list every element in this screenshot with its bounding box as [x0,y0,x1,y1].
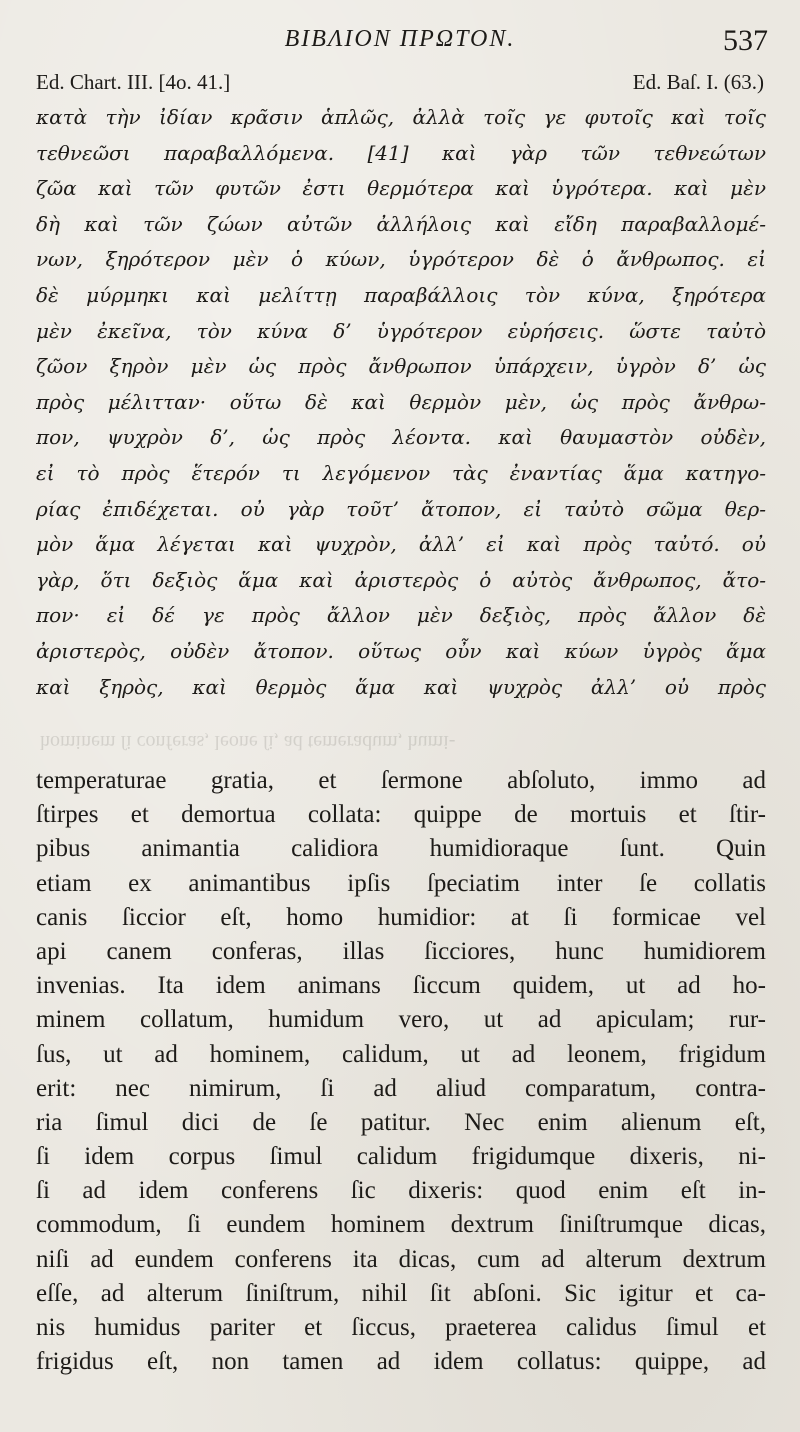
greek-text-block [36,100,766,705]
latin-text-line: ſtirpes et demortua collata: quippe de mortuis et ſtir- [36,801,766,829]
greek-text-line: νων, ξηρότερον μὲν ὁ κύων, ὑγρότερον δὲ ὁ ἄνθρωπος. εἰ [36,247,766,272]
greek-text-line: δὴ καὶ τῶν ζώων αὐτῶν ἀλλήλοις καὶ εἴδη παραβαλλομέ- [36,211,766,236]
edition-reference-right: Ed. Baſ. I. (63.) [632,70,764,94]
latin-text-line: ria ſimul dici de ſe patitur. Nec enim alienum eſt, [36,1108,766,1136]
latin-text-line: niſi ad eundem conferens ita dicas, cum ad alterum dextrum [36,1245,766,1273]
latin-text-line: erit: nec nimirum, ſi ad aliud comparatum, contra- [36,1074,766,1102]
latin-text-line: temperaturae gratia, et ſermone abſoluto, immo ad [36,767,766,794]
greek-text-line: εἰ τὸ πρὸς ἕτερόν τι λεγόμενον τὰς ἐναντίας ἅμα κατηγο- [36,460,766,485]
running-title: ΒΙΒΛΙΟΝ ΠΡΩΤΟΝ. [284,26,516,52]
greek-text-line: πον· εἰ δέ γε πρὸς ἄλλον μὲν δεξιὸς, πρὸς ἄλλον δὲ [36,603,766,628]
greek-text-line: ζῶον ξηρὸν μὲν ὡς πρὸς ἄνθρωπον ὑπάρχειν, ὑγρὸν δ’ ὡς [36,354,766,379]
edition-reference-left: Ed. Chart. III. [4o. 41.] [36,70,231,94]
latin-text-line: nis humidus pariter et ſiccus, praeterea calidus ſimul et [36,1314,766,1341]
greek-text-line: κατὰ τὴν ἰδίαν κρᾶσιν ἁπλῶς, ἀλλὰ τοῖς γε φυτοῖς καὶ τοῖς [36,105,766,129]
greek-text-line: μὲν ἐκεῖνα, τὸν κύνα δ’ ὑγρότερον εὑρήσεις. ὥστε ταὐτὸ [36,318,766,343]
latin-text-line: ſi ad idem conferens ſic dixeris: quod enim eſt in- [36,1177,766,1205]
latin-text-line: invenias. Ita idem animans ſiccum quidem, ut ad ho- [36,972,766,1000]
greek-text-line: ζῶα καὶ τῶν φυτῶν ἐστι θερμότερα καὶ ὑγρότερα. καὶ μὲν [36,176,766,201]
greek-text-line: πρὸς μέλιτταν· οὕτω δὲ καὶ θερμὸν μὲν, ὡς πρὸς ἄνθρω- [36,389,766,414]
latin-text-line: api canem conferas, illas ſicciores, hunc humidiorem [36,937,766,965]
greek-text-line: καὶ ξηρὸς, καὶ θερμὸς ἅμα καὶ ψυχρὸς ἀλλ’ οὐ πρὸς [36,674,766,699]
latin-text-line: canis ſiccior eſt, homo humidior: at ſi formicae vel [36,903,766,931]
greek-text-line: πον, ψυχρὸν δ’, ὡς πρὸς λέοντα. καὶ θαυμαστὸν οὐδὲν, [36,425,766,450]
greek-text-line: ρίας ἐπιδέχεται. οὐ γὰρ τοῦτ’ ἄτοπον, εἰ ταὐτὸ σῶμα θερ- [36,496,766,521]
latin-text-line: pibus animantia calidiora humidioraque ſunt. Quin [36,835,766,863]
latin-text-line: etiam ex animantibus ipſis ſpeciatim inter ſe collatis [36,869,766,897]
latin-text-line: ſus, ut ad hominem, calidum, ut ad leonem, frigidum [36,1040,766,1068]
latin-text-line: eſſe, ad alterum ſiniſtrum, nihil ſit abſoni. Sic igitur et ca- [36,1279,766,1307]
greek-text-line: γὰρ, ὅτι δεξιὸς ἅμα καὶ ἀριστερὸς ὁ αὐτὸς ἄνθρωπος, ἄτο- [36,567,766,592]
greek-text-line: δὲ μύρμηκι καὶ μελίττῃ παραβάλλοις τὸν κύνα, ξηρότερα [36,282,766,307]
latin-text-line: frigidus eſt, non tamen ad idem collatus: quippe, ad [36,1348,766,1376]
greek-text-line: ἀριστερὸς, οὐδὲν ἄτοπον. οὕτως οὖν καὶ κύων ὑγρὸς ἅμα [36,638,766,663]
greek-text-line: μὸν ἅμα λέγεται καὶ ψυχρὸν, ἀλλ’ εἰ καὶ πρὸς ταὐτό. οὐ [36,532,766,557]
page-number: 537 [723,24,768,57]
bleed-through-text: hominem ſi conferas, leone ſi, ad temeradum, humi- [40,731,456,753]
latin-text-block [36,764,766,1379]
latin-text-line: ſi idem corpus ſimul calidum frigidumque dixeris, ni- [36,1143,766,1171]
latin-text-line: minem collatum, humidum vero, ut ad apiculam; rur- [36,1006,766,1034]
greek-text-line: τεθνεῶσι παραβαλλόμενα. [41] καὶ γὰρ τῶν τεθνεώτων [36,140,766,165]
latin-text-line: commodum, ſi eundem hominem dextrum ſiniſtrumque dicas, [36,1211,766,1239]
